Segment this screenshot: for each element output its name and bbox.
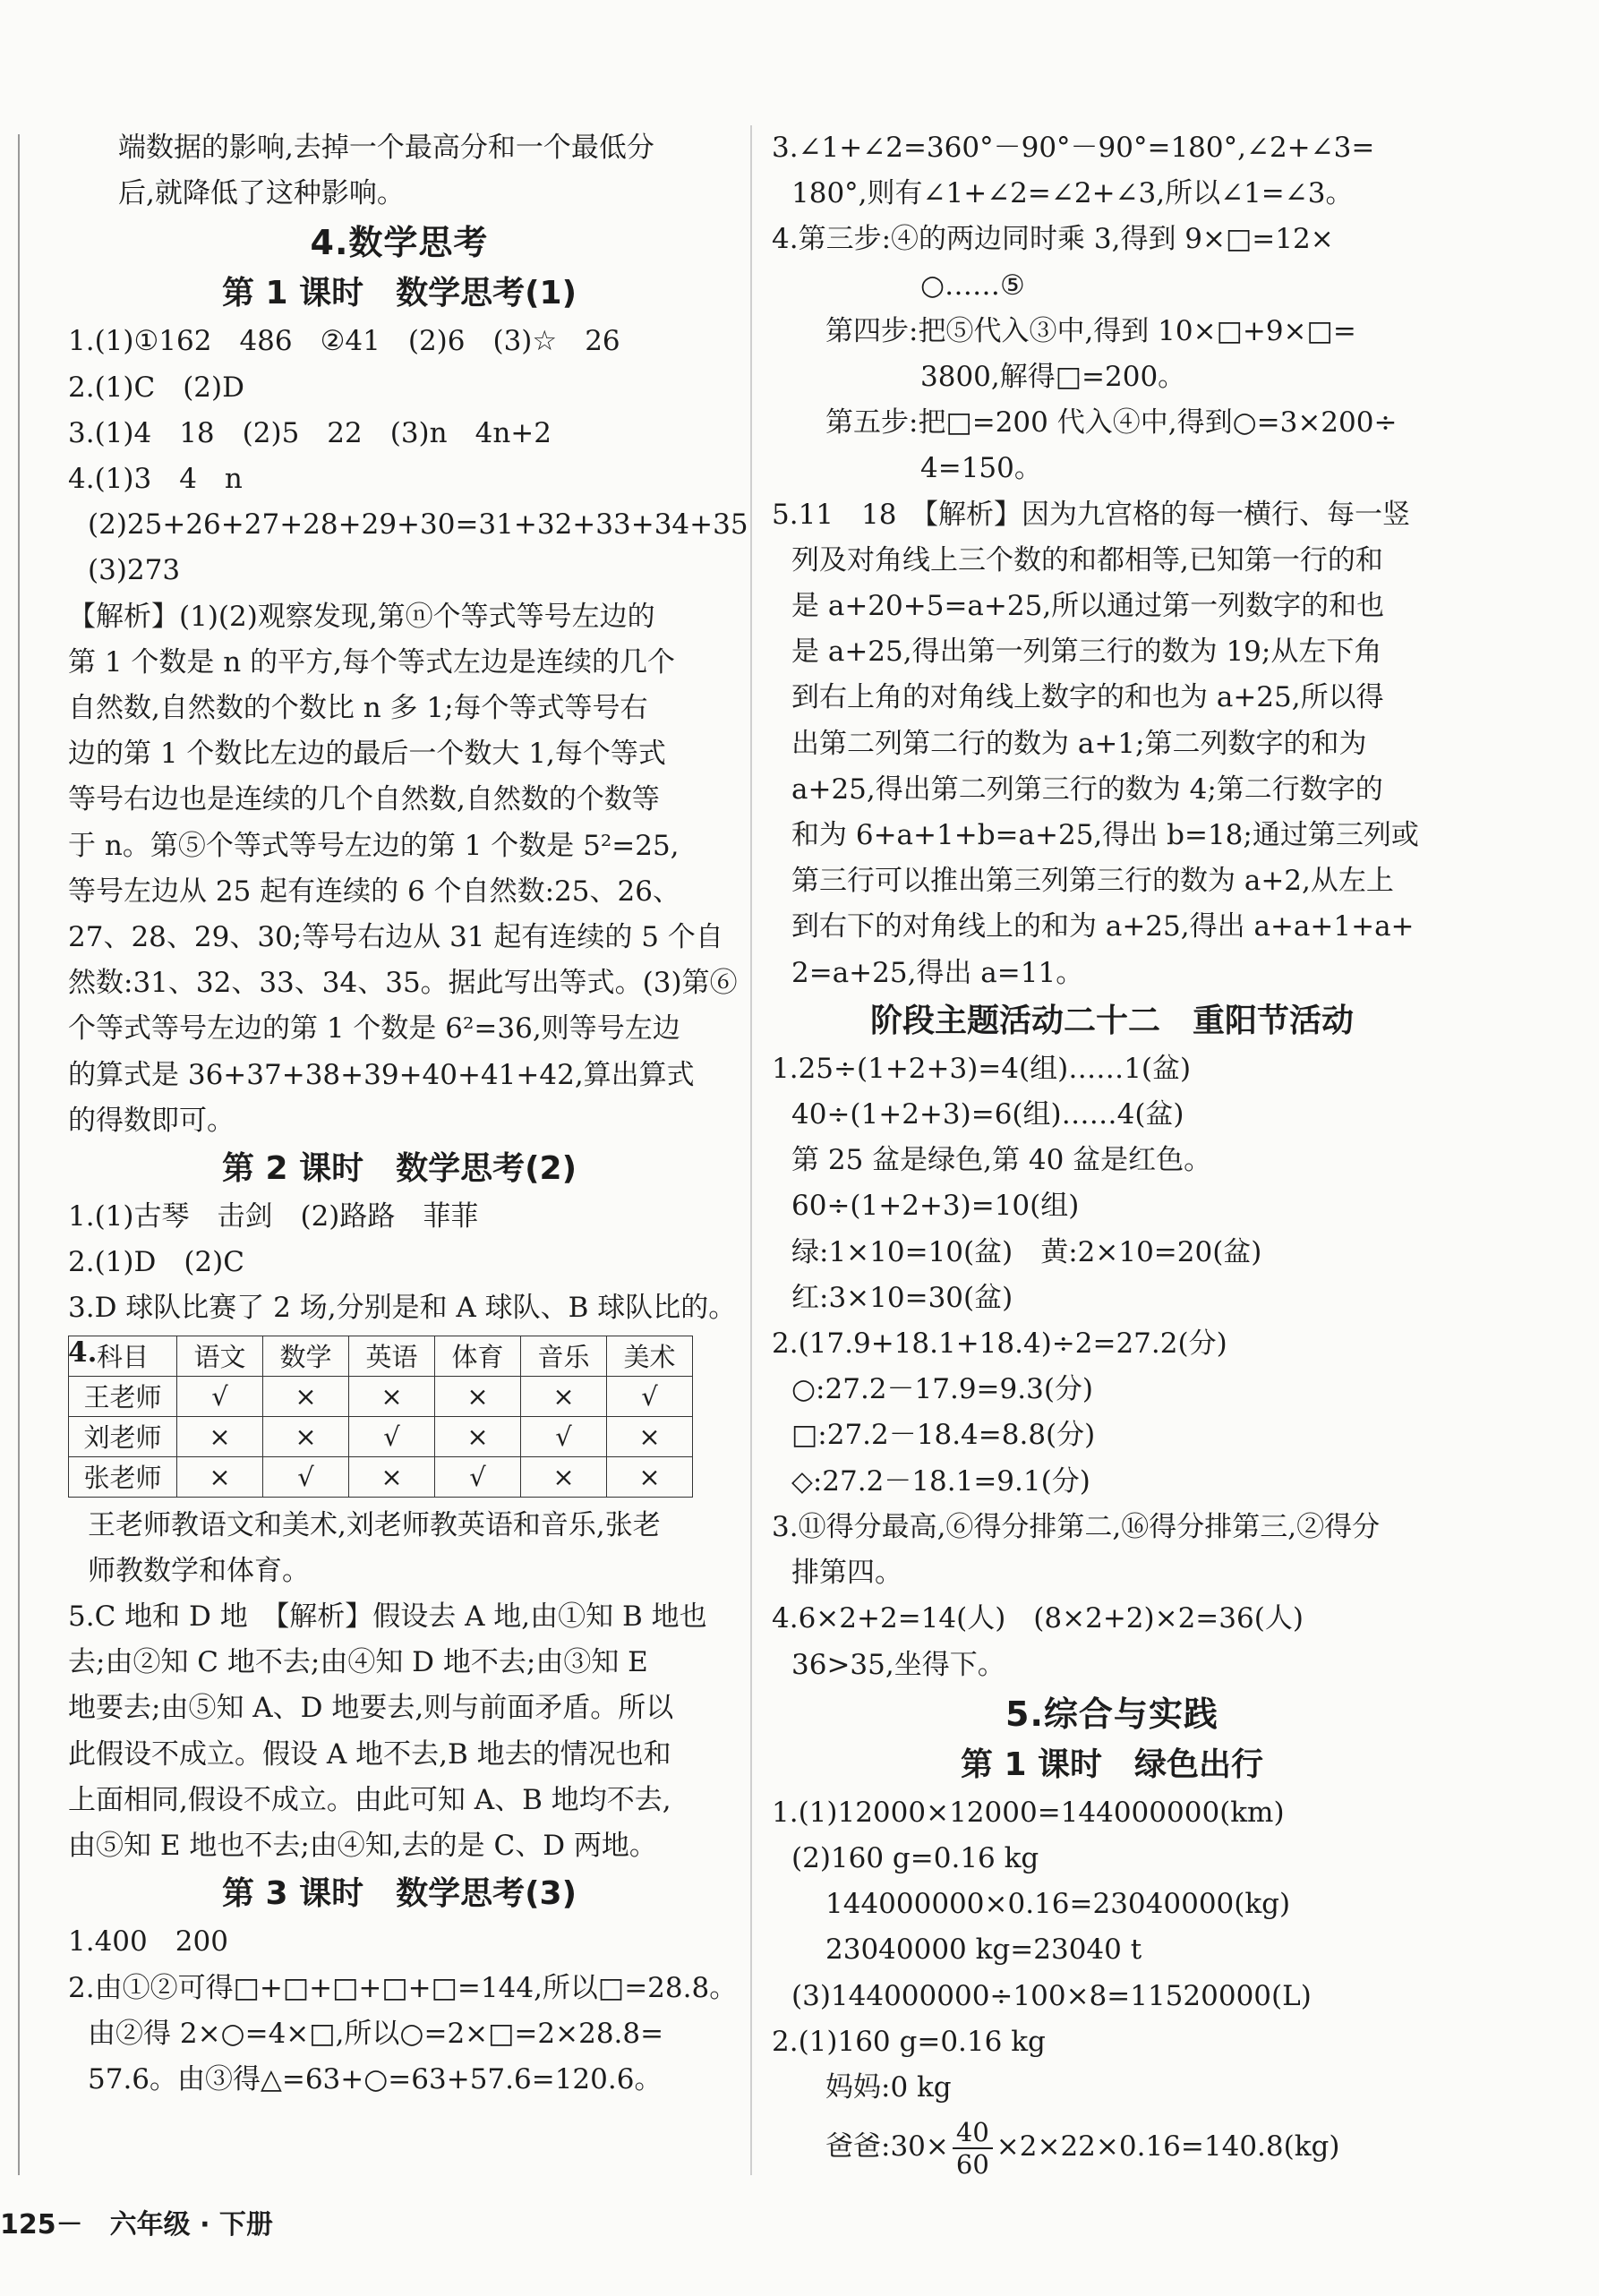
fraction-line xyxy=(772,2111,1452,2182)
table-header-cell: 科目 xyxy=(69,1336,177,1376)
table-cell: × xyxy=(349,1376,435,1416)
table-header-row xyxy=(69,1336,693,1376)
table-row xyxy=(69,1456,693,1497)
answer-line: (3)273 xyxy=(88,554,181,587)
fraction-denominator: 60 xyxy=(955,2148,989,2180)
answer-line: 2.(17.9+18.1+18.4)÷2=27.2(分) xyxy=(772,1327,1227,1361)
analysis-line: 第 1 个数是 n 的平方,每个等式左边是连续的几个 xyxy=(68,645,675,679)
analysis-line: 个等式等号左边的第 1 个数是 6²=36,则等号左边 xyxy=(68,1012,680,1046)
answer-line: 3.(1)4 18 (2)5 22 (3)n 4n+2 xyxy=(68,416,552,449)
answer-line: 2.由①②可得□+□+□+□+□=144,所以□=28.8。 xyxy=(68,1971,738,2004)
analysis-line: 2=a+25,得出 a=11。 xyxy=(791,956,1084,989)
answer-line: 妈妈:0 kg xyxy=(825,2070,952,2104)
answer-line: 王老师教语文和美术,刘老师教英语和音乐,张老 xyxy=(88,1508,661,1541)
answer-line: 2.(1)D (2)C xyxy=(68,1246,244,1279)
analysis-line: 的得数即可。 xyxy=(68,1104,235,1137)
answer-line: 3.∠1+∠2=360°－90°－90°=180°,∠2+∠3= xyxy=(772,132,1375,164)
answer-line: 1.25÷(1+2+3)=4(组)……1(盆) xyxy=(772,1052,1192,1085)
intro-line: 后,就降低了这种影响。 xyxy=(118,177,405,210)
analysis-line: 于 n。第⑤个等式等号左边的第 1 个数是 5²=25, xyxy=(68,829,680,862)
right-column xyxy=(772,125,1452,2182)
answer-line: 1.(1)12000×12000=144000000(km) xyxy=(772,1796,1285,1829)
analysis-line: 和为 6+a+1+b=a+25,得出 b=18;通过第三列或 xyxy=(791,819,1419,852)
intro-line: 端数据的影响,去掉一个最高分和一个最低分 xyxy=(118,132,654,164)
analysis-line: 27、28、29、30;等号右边从 31 起有连续的 5 个自 xyxy=(68,921,723,954)
answer-line: 57.6。由③得△=63+○=63+57.6=120.6。 xyxy=(88,2062,663,2095)
table-header-cell: 美术 xyxy=(607,1336,693,1376)
left-column xyxy=(68,125,748,2103)
table-row xyxy=(69,1376,693,1416)
analysis-line: 去;由②知 C 地不去;由④知 D 地不去;由③知 E xyxy=(68,1646,648,1679)
answer-line: 40÷(1+2+3)=6(组)……4(盆) xyxy=(791,1098,1184,1131)
answer-line: 180°,则有∠1+∠2=∠2+∠3,所以∠1=∠3。 xyxy=(791,177,1354,210)
table-cell: × xyxy=(263,1376,349,1416)
answer-line: 1.(1)①162 486 ②41 (2)6 (3)☆ 26 xyxy=(68,325,620,358)
section-title: 5.综合与实践 xyxy=(1005,1694,1218,1734)
table-cell: 刘老师 xyxy=(69,1416,177,1456)
answer-line: (3)144000000÷100×8=11520000(L) xyxy=(791,1979,1312,2012)
answer-line: 师教数学和体育。 xyxy=(88,1554,310,1587)
answer-line: 3.D 球队比赛了 2 场,分别是和 A 球队、B 球队比的。 xyxy=(68,1292,737,1325)
answer-line: 第四步:把⑤代入③中,得到 10×□+9×□= xyxy=(825,314,1356,347)
page-footer: 125－ 六年级 · 下册 xyxy=(0,2209,273,2241)
answer-line: 1.(1)古琴 击剑 (2)路路 菲菲 xyxy=(68,1200,479,1233)
analysis-line: a+25,得出第二列第三行的数为 4;第二行数字的 xyxy=(791,772,1383,806)
answer-line: 1.400 200 xyxy=(68,1925,228,1959)
analysis-line: 等号左边从 25 起有连续的 6 个自然数:25、26、 xyxy=(68,875,680,908)
table-cell: × xyxy=(521,1376,607,1416)
table-cell: √ xyxy=(349,1416,435,1456)
lesson-title: 第 1 课时 绿色出行 xyxy=(960,1745,1264,1783)
fraction-numerator: 40 xyxy=(953,2117,993,2149)
lesson-title: 第 3 课时 数学思考(3) xyxy=(221,1875,577,1913)
analysis-line: 到右下的对角线上的和为 a+25,得出 a+a+1+a+ xyxy=(791,910,1415,943)
answer-line: 绿:1×10=10(盆) 黄:2×10=20(盆) xyxy=(791,1235,1262,1268)
answer-line: 4=150。 xyxy=(920,452,1042,485)
answer-line: 红:3×10=30(盆) xyxy=(791,1281,1013,1314)
answer-line: 60÷(1+2+3)=10(组) xyxy=(791,1190,1080,1223)
answer-line: 2.(1)160 g=0.16 kg xyxy=(772,2025,1046,2058)
activity-title: 阶段主题活动二十二 重阳节活动 xyxy=(869,1002,1354,1039)
table-cell: × xyxy=(263,1416,349,1456)
table-header-cell: 体育 xyxy=(435,1336,521,1376)
table-header-cell: 数学 xyxy=(263,1336,349,1376)
analysis-line: 然数:31、32、33、34、35。据此写出等式。(3)第⑥ xyxy=(68,967,738,1000)
table-cell: × xyxy=(607,1416,693,1456)
analysis-line: 上面相同,假设不成立。由此可知 A、B 地均不去, xyxy=(68,1783,671,1816)
lesson-title: 第 1 课时 数学思考(1) xyxy=(221,275,577,312)
analysis-line: 的算式是 36+37+38+39+40+41+42,算出算式 xyxy=(68,1058,695,1091)
teacher-table-block: 4. 科目 语文 数学 英语 体育 音乐 美术 王老师 √ × × × × √ 刘老师 × × √ × √ × 张老师 × √ × √ × × xyxy=(68,1332,731,1503)
table-cell: 张老师 xyxy=(69,1456,177,1497)
analysis-line: 边的第 1 个数比左边的最后一个数大 1,每个等式 xyxy=(68,738,666,771)
answer-line: ◇:27.2－18.1=9.1(分) xyxy=(791,1464,1090,1498)
answer-line: 4.第三步:④的两边同时乘 3,得到 9×□=12× xyxy=(772,223,1334,256)
analysis-line: 此假设不成立。假设 A 地不去,B 地去的情况也和 xyxy=(68,1737,671,1771)
table-header-cell: 音乐 xyxy=(521,1336,607,1376)
answer-line: 2.(1)C (2)D xyxy=(68,371,244,404)
table-cell: √ xyxy=(607,1376,693,1416)
table-header-cell: 语文 xyxy=(177,1336,263,1376)
answer-line: 3800,解得□=200。 xyxy=(920,361,1186,394)
answer-line: 4.(1)3 4 n xyxy=(68,463,243,496)
table-cell: √ xyxy=(521,1416,607,1456)
table-row xyxy=(69,1416,693,1456)
analysis-line: 是 a+20+5=a+25,所以通过第一列数字的和也 xyxy=(791,590,1385,623)
answer-line: 23040000 kg=23040 t xyxy=(825,1933,1142,1967)
table-cell: 王老师 xyxy=(69,1376,177,1416)
analysis-line: 【解析】(1)(2)观察发现,第ⓝ个等式等号左边的 xyxy=(68,600,655,633)
analysis-line: 是 a+25,得出第一列第三行的数为 19;从左下角 xyxy=(791,636,1382,669)
table-cell: √ xyxy=(263,1456,349,1497)
table-cell: √ xyxy=(177,1376,263,1416)
fraction xyxy=(953,2117,993,2180)
analysis-line: 第三行可以推出第三列第三行的数为 a+2,从左上 xyxy=(791,865,1394,898)
analysis-line: 出第二列第二行的数为 a+1;第二列数字的和为 xyxy=(791,727,1367,760)
table-cell: × xyxy=(521,1456,607,1497)
answer-line: 36>35,坐得下。 xyxy=(791,1648,1005,1681)
answer-line: □:27.2－18.4=8.8(分) xyxy=(791,1419,1096,1452)
answer-line: ○……⑤ xyxy=(920,269,1025,302)
table-cell: × xyxy=(607,1456,693,1497)
answer-line: ○:27.2－17.9=9.3(分) xyxy=(791,1373,1094,1406)
table-cell: × xyxy=(177,1416,263,1456)
table-cell: × xyxy=(177,1456,263,1497)
table-header-cell: 英语 xyxy=(349,1336,435,1376)
answer-line: 4.6×2+2=14(人) (8×2+2)×2=36(人) xyxy=(772,1602,1304,1635)
fraction-prefix: 爸爸:30× xyxy=(825,2130,949,2164)
answer-line: 第 25 盆是绿色,第 40 盆是红色。 xyxy=(791,1144,1212,1177)
answer-line: (2)25+26+27+28+29+30=31+32+33+34+35 xyxy=(88,508,748,542)
analysis-line: 到右上角的对角线上数字的和也为 a+25,所以得 xyxy=(791,681,1384,714)
answer-line: 排第四。 xyxy=(791,1557,902,1590)
answer-line: 5.11 18 【解析】因为九宫格的每一横行、每一竖 xyxy=(772,498,1410,531)
analysis-line: 由⑤知 E 地也不去;由④知,去的是 C、D 两地。 xyxy=(68,1830,657,1863)
answer-line: (2)160 g=0.16 kg xyxy=(791,1841,1039,1874)
analysis-line: 地要去;由⑤知 A、D 地要去,则与前面矛盾。所以 xyxy=(68,1692,674,1725)
table-cell: × xyxy=(435,1376,521,1416)
analysis-line: 等号右边也是连续的几个自然数,自然数的个数等 xyxy=(68,783,660,816)
answer-line: 3.⑪得分最高,⑥得分排第二,⑯得分排第三,②得分 xyxy=(772,1510,1381,1543)
answer-line: 第五步:把□=200 代入④中,得到○=3×200÷ xyxy=(825,406,1398,440)
answer-line: 5.C 地和 D 地 【解析】假设去 A 地,由①知 B 地也 xyxy=(68,1600,707,1634)
teacher-subject-table xyxy=(68,1336,693,1498)
fraction-suffix: ×2×22×0.16=140.8(kg) xyxy=(996,2130,1340,2164)
page-edge-line xyxy=(18,134,20,2175)
analysis-line: 列及对角线上三个数的和都相等,已知第一行的和 xyxy=(791,543,1383,576)
answer-line: 144000000×0.16=23040000(kg) xyxy=(825,1888,1291,1921)
table-cell: √ xyxy=(435,1456,521,1497)
answer-line: 由②得 2×○=4×□,所以○=2×□=2×28.8= xyxy=(88,2017,664,2050)
lesson-title: 第 2 课时 数学思考(2) xyxy=(221,1150,577,1188)
analysis-line: 自然数,自然数的个数比 n 多 1;每个等式等号右 xyxy=(68,692,648,725)
table-cell: × xyxy=(349,1456,435,1497)
section-title: 4.数学思考 xyxy=(310,223,489,263)
table-cell: × xyxy=(435,1416,521,1456)
column-divider xyxy=(750,125,752,2175)
